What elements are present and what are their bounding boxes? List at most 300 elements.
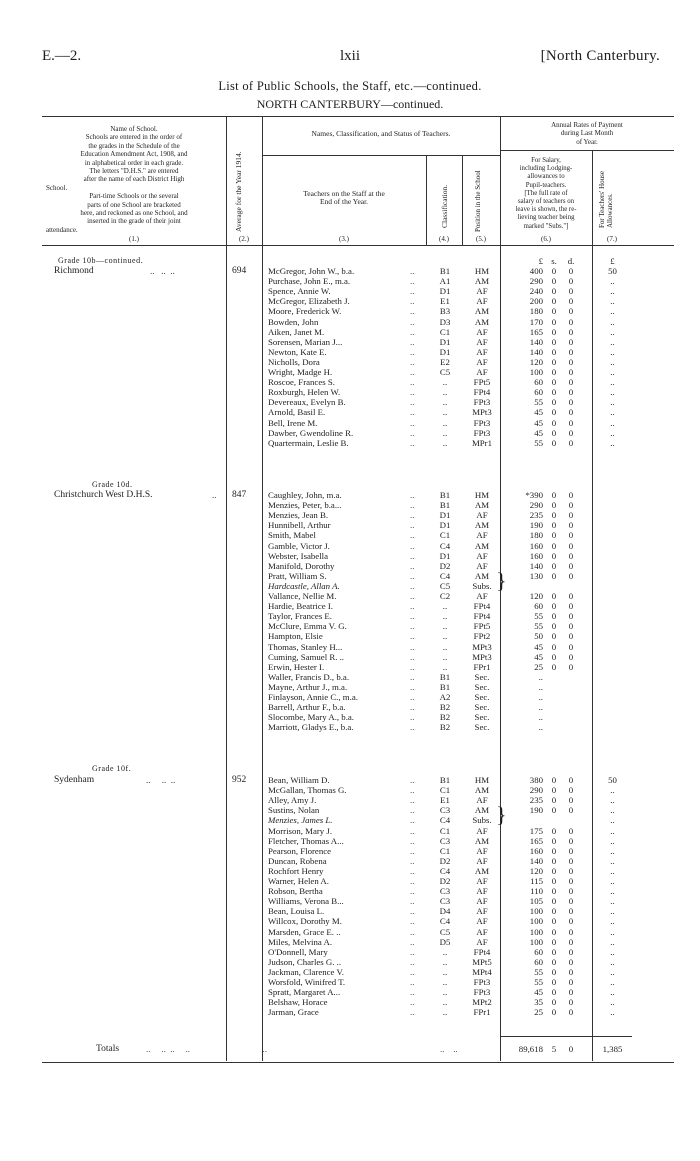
- leader-dots: ..: [410, 397, 415, 408]
- leader-dots: ..: [410, 510, 415, 521]
- position: AF: [476, 560, 488, 571]
- classification: B2: [439, 702, 451, 713]
- house-allowance: ..: [610, 785, 615, 796]
- salary-shillings: 0: [551, 795, 557, 806]
- classification: D5: [439, 936, 451, 947]
- teacher-name: Taylor, Frances E.: [268, 611, 333, 622]
- leader-dots: ..: [410, 966, 415, 977]
- leader-dots: ..: [410, 276, 415, 287]
- house-allowance: ..: [610, 387, 615, 398]
- salary-pounds: 140: [529, 346, 543, 357]
- leader-dots: ..: [410, 437, 415, 448]
- teacher-name: Vallance, Nellie M.: [268, 591, 337, 601]
- salary-pence: 0: [568, 916, 574, 927]
- salary-pence: 0: [568, 346, 574, 357]
- classification: B1: [439, 490, 451, 500]
- position: HM: [474, 490, 490, 500]
- leader-dots: ..: [410, 946, 415, 957]
- salary-shillings: 0: [551, 336, 557, 347]
- leader-dots: ..: [410, 815, 415, 826]
- salary-pence: 0: [568, 865, 574, 876]
- teacher-name: Menzies, James L.: [268, 815, 333, 826]
- salary-pence: 0: [568, 775, 574, 785]
- teacher-name: Pearson, Florence: [268, 845, 332, 856]
- teacher-name: Miles, Melvina A.: [268, 936, 333, 947]
- position: FPt4: [473, 601, 491, 612]
- pound-sign: £: [538, 256, 543, 266]
- salary-pence: 0: [568, 560, 574, 571]
- salary-pounds: 290: [529, 500, 543, 511]
- position: MPt3: [472, 651, 492, 662]
- classification: D1: [439, 346, 451, 357]
- salary-pounds: 100: [529, 936, 543, 947]
- col-number: (2.): [239, 235, 249, 243]
- leader-dots: ..: [410, 722, 415, 733]
- teacher-row: [0, 347, 700, 357]
- salary-shillings: 0: [551, 346, 557, 357]
- teacher-name: Bowden, John: [268, 316, 319, 327]
- teacher-row: [0, 642, 700, 652]
- salary-shillings: 0: [551, 550, 557, 561]
- salary-pounds: 140: [529, 855, 543, 866]
- totals-rule: [500, 1036, 632, 1037]
- salary-pence: 0: [568, 661, 574, 672]
- salary-shillings: 0: [551, 427, 557, 438]
- teacher-row: [0, 418, 700, 428]
- house-allowance: ..: [610, 306, 615, 317]
- salary-pence: 0: [568, 296, 574, 307]
- salary-pence: 0: [568, 631, 574, 642]
- bracket-mark: }: [496, 802, 507, 828]
- teacher-name: Slocombe, Mary A., b.a.: [268, 712, 355, 723]
- classification: E2: [440, 356, 450, 367]
- salary-pence: 0: [568, 356, 574, 367]
- leader-dots: ..: [410, 560, 415, 571]
- salary-shillings: 0: [551, 641, 557, 652]
- leader-dots: ..: [410, 712, 415, 723]
- col6-line: marked "Subs."]: [523, 222, 569, 230]
- position: AF: [476, 530, 488, 541]
- house-allowance: ..: [610, 987, 615, 998]
- salary-pounds: 45: [534, 987, 543, 998]
- salary-shillings: 0: [551, 387, 557, 398]
- salary-pounds: 180: [529, 530, 543, 541]
- teacher-name: Wright, Madge H.: [268, 367, 333, 377]
- position: Subs.: [472, 815, 492, 826]
- teacher-name: McGregor, Elizabeth J.: [268, 296, 350, 307]
- teacher-name: Bell, Irene M.: [268, 417, 318, 428]
- position: FPr1: [473, 661, 491, 672]
- salary-pounds: ..: [538, 712, 543, 723]
- school-name: Christchurch West D.H.S.: [54, 490, 153, 500]
- classification: C4: [439, 865, 451, 876]
- house-allowance: ..: [610, 946, 615, 957]
- teacher-row: [0, 520, 700, 530]
- salary-pence: 0: [568, 417, 574, 428]
- position: FPt3: [473, 417, 491, 428]
- classification: B1: [439, 500, 451, 511]
- salary-shillings: 0: [551, 916, 557, 927]
- teacher-row: [0, 785, 700, 795]
- classification: ..: [442, 611, 448, 622]
- leader-dots: ..: [410, 876, 415, 886]
- totals-allowances: 1,385: [602, 1044, 623, 1054]
- salary-pence: 0: [568, 570, 574, 581]
- salary-pounds: ..: [538, 671, 543, 682]
- teacher-row: [0, 692, 700, 702]
- teacher-row: [0, 876, 700, 886]
- salary-pence: 0: [568, 805, 574, 816]
- teacher-row: [0, 682, 700, 692]
- grade-label: Grade 10b—continued.: [58, 256, 144, 265]
- totals-pence: 0: [568, 1044, 574, 1054]
- teacher-name: Belshaw, Horace: [268, 997, 328, 1008]
- salary-pounds: 60: [534, 946, 543, 957]
- salary-pounds: 45: [534, 427, 543, 438]
- teacher-row: [0, 631, 700, 641]
- salary-shillings: 0: [551, 956, 557, 967]
- house-allowance: ..: [610, 286, 615, 297]
- teacher-name: Morrison, Mary J.: [268, 825, 333, 836]
- salary-pence: 0: [568, 987, 574, 998]
- teacher-name: Erwin, Hester I.: [268, 661, 325, 672]
- teacher-name: Nicholls, Dora: [268, 356, 320, 367]
- classification: D2: [439, 560, 451, 571]
- teacher-row: [0, 937, 700, 947]
- leader-dots: ..: [410, 906, 415, 917]
- salary-shillings: 0: [551, 1007, 557, 1018]
- salary-pence: 0: [568, 611, 574, 622]
- salary-pence: 0: [568, 500, 574, 511]
- position: MPt3: [472, 641, 492, 652]
- teacher-name: Moore, Frederick W.: [268, 306, 342, 317]
- page-subtitle: NORTH CANTERBURY—continued.: [256, 97, 444, 111]
- leader-dots: ..: [410, 775, 415, 785]
- salary-pounds: 165: [529, 326, 543, 337]
- leader-dots: ..: [410, 336, 415, 347]
- salary-pounds: 55: [534, 621, 543, 632]
- teacher-name: Finlayson, Annie C., m.a.: [268, 692, 358, 702]
- teacher-row: [0, 510, 700, 520]
- position: AM: [474, 500, 490, 511]
- classification: D3: [439, 316, 451, 327]
- leader-dots: ..: [410, 825, 415, 836]
- house-allowance: ..: [610, 956, 615, 967]
- position: AF: [476, 886, 488, 897]
- salary-pounds: 240: [529, 286, 543, 297]
- salary-pounds: 55: [534, 977, 543, 987]
- house-allowance: ..: [610, 437, 615, 448]
- teacher-row: [0, 530, 700, 540]
- house-allowance: ..: [610, 835, 615, 846]
- teacher-row: [0, 866, 700, 876]
- col1-line: School.: [46, 183, 68, 192]
- salary-pence: 0: [568, 876, 574, 886]
- leader-dots: ..: [410, 377, 415, 388]
- position: HM: [474, 775, 490, 785]
- position: FPt3: [473, 397, 491, 408]
- house-allowance: ..: [610, 367, 615, 377]
- teacher-row: [0, 561, 700, 571]
- classification: ..: [442, 397, 448, 408]
- classification: ..: [442, 621, 448, 632]
- col1-line: inserted in the grade of their joint: [87, 217, 181, 226]
- salary-shillings: 0: [551, 966, 557, 977]
- salary-shillings: 0: [551, 510, 557, 521]
- col3-line: Teachers on the Staff at the: [303, 189, 385, 198]
- salary-shillings: 0: [551, 437, 557, 448]
- salary-pence: 0: [568, 785, 574, 796]
- classification: C4: [439, 540, 451, 551]
- teacher-name: Mayne, Arthur J., m.a.: [268, 681, 348, 692]
- teacher-name: Willcox, Dorothy M.: [268, 916, 342, 927]
- teacher-name: Hardie, Beatrice I.: [268, 601, 333, 612]
- salary-pence: 0: [568, 946, 574, 957]
- page-ref-left: E.—2.: [42, 48, 82, 64]
- salary-shillings: 0: [551, 621, 557, 632]
- salary-pence: 0: [568, 266, 574, 276]
- leader-dots: ..: [410, 641, 415, 652]
- salary-shillings: 0: [551, 560, 557, 571]
- classification: C4: [439, 916, 451, 927]
- leader-dots: ..: [410, 997, 415, 1008]
- salary-pence: 0: [568, 641, 574, 652]
- leader-dots: ..: [410, 427, 415, 438]
- col3-top-header: Names, Classification, and Status of Teachers.: [311, 129, 451, 138]
- position: AF: [476, 855, 488, 866]
- salary-pounds: 165: [529, 835, 543, 846]
- teacher-row: [0, 916, 700, 926]
- leader-dots: ..: [410, 601, 415, 612]
- salary-pence: 0: [568, 520, 574, 531]
- salary-shillings: 0: [551, 377, 557, 388]
- salary-pence: 0: [568, 407, 574, 418]
- leader-dots: ..: [410, 266, 415, 276]
- salary-pounds: 55: [534, 437, 543, 448]
- classification: ..: [442, 956, 448, 967]
- col4-header: Classification.: [440, 184, 449, 228]
- position: HM: [474, 266, 490, 276]
- salary-pence: 0: [568, 997, 574, 1008]
- salary-pounds: 400: [529, 266, 543, 276]
- salary-pence: 0: [568, 795, 574, 806]
- teacher-row: [0, 712, 700, 722]
- leader-dots: ..: [410, 356, 415, 367]
- grade-label: Grade 10f.: [92, 764, 132, 773]
- salary-pounds: 190: [529, 520, 543, 531]
- salary-pounds: 100: [529, 916, 543, 927]
- salary-shillings: 0: [551, 835, 557, 846]
- teacher-row: [0, 500, 700, 510]
- col2-header: Average for the Year 1914.: [234, 151, 243, 232]
- position: FPt5: [473, 621, 491, 632]
- teacher-name: Cuming, Samuel R. ..: [268, 651, 344, 662]
- position: AF: [476, 916, 488, 927]
- leader-dots: ..: [410, 591, 415, 601]
- house-allowance: ..: [610, 356, 615, 367]
- teacher-name: Purchase, John E., m.a.: [268, 276, 351, 287]
- classification: D1: [439, 520, 451, 531]
- teacher-row: [0, 846, 700, 856]
- col-number: (1.): [129, 235, 139, 243]
- salary-pounds: 100: [529, 906, 543, 917]
- house-allowance: 50: [608, 775, 617, 785]
- classification: D2: [439, 855, 451, 866]
- teacher-name: Manifold, Dorothy: [268, 560, 335, 571]
- salary-pounds: 45: [534, 417, 543, 428]
- house-allowance: ..: [610, 346, 615, 357]
- position: FPt4: [473, 387, 491, 398]
- teacher-name: O'Donnell, Mary: [268, 946, 328, 957]
- leader-dots: ..: [410, 490, 415, 500]
- teacher-name: Worsfold, Winifred T.: [268, 977, 346, 987]
- teacher-name: Quartermain, Leslie B.: [268, 437, 349, 448]
- teacher-name: Menzies, Jean B.: [268, 510, 329, 521]
- teacher-row: [0, 906, 700, 916]
- col-number: (3.): [339, 235, 349, 243]
- salary-pence: 0: [568, 926, 574, 937]
- position: MPt4: [472, 966, 492, 977]
- teacher-row: [0, 428, 700, 438]
- leader-dots: ..: [410, 785, 415, 796]
- teacher-row: [0, 947, 700, 957]
- house-allowance: ..: [610, 926, 615, 937]
- leader-dots: ..: [410, 367, 415, 377]
- position: Subs.: [472, 580, 492, 591]
- leader-dots: ..: [410, 621, 415, 632]
- teacher-row: [0, 927, 700, 937]
- house-allowance: ..: [610, 377, 615, 388]
- leader-dots: ..: [410, 886, 415, 897]
- totals-shillings: 5: [551, 1044, 557, 1054]
- teacher-row: [0, 266, 700, 276]
- leader-dots: ..: [410, 346, 415, 357]
- position: FPt3: [473, 977, 491, 987]
- classification: C1: [439, 530, 451, 541]
- table-bottom-rule: [42, 1062, 674, 1063]
- leader-dots: ..: [410, 326, 415, 337]
- classification: C1: [439, 785, 451, 796]
- salary-shillings: 0: [551, 570, 557, 581]
- classification: ..: [442, 997, 448, 1008]
- classification: C2: [439, 591, 451, 601]
- teacher-row: [0, 997, 700, 1007]
- salary-shillings: 0: [551, 785, 557, 796]
- house-allowance: ..: [610, 805, 615, 816]
- teacher-row: [0, 327, 700, 337]
- classification: C4: [439, 570, 451, 581]
- salary-pence: 0: [568, 906, 574, 917]
- house-allowance: ..: [610, 336, 615, 347]
- house-allowance: ..: [610, 427, 615, 438]
- salary-shillings: 0: [551, 306, 557, 317]
- teacher-row: [0, 286, 700, 296]
- salary-shillings: 0: [551, 286, 557, 297]
- classification: B1: [439, 681, 451, 692]
- teacher-name: Duncan, Robena: [268, 855, 327, 866]
- leader-dots: ..: [410, 702, 415, 713]
- leader-dots: ..: [410, 316, 415, 327]
- salary-shillings: 0: [551, 855, 557, 866]
- school-average: 847: [232, 490, 247, 500]
- col1-line: Part-time Schools or the several: [89, 192, 179, 201]
- col1-header: [46, 125, 222, 234]
- col6-line: Pupil-teachers.: [525, 181, 567, 189]
- classification: B1: [439, 266, 451, 276]
- teacher-row: [0, 306, 700, 316]
- house-allowance: ..: [610, 896, 615, 907]
- salary-pence: 0: [568, 510, 574, 521]
- teacher-name: Waller, Francis D., b.a.: [268, 671, 350, 682]
- salary-pounds: 120: [529, 865, 543, 876]
- salary-pounds: 235: [529, 510, 543, 521]
- leader-dots: ..: [410, 407, 415, 418]
- salary-pounds: 45: [534, 651, 543, 662]
- classification: ..: [442, 661, 448, 672]
- teacher-row: [0, 662, 700, 672]
- salary-shillings: 0: [551, 407, 557, 418]
- salary-pence: 0: [568, 651, 574, 662]
- col6-line: lieving teacher being: [517, 214, 575, 222]
- leader-dots: ..: [410, 681, 415, 692]
- salary-pounds: 45: [534, 641, 543, 652]
- leader-dots: ..: [410, 286, 415, 297]
- col6-top-line: Annual Rates of Payment: [551, 121, 623, 129]
- salary-pence: 0: [568, 601, 574, 612]
- teacher-name: Williams, Verona B...: [268, 896, 344, 907]
- classification: ..: [442, 1007, 448, 1018]
- teacher-name: Sustins, Nolan: [268, 805, 320, 816]
- teacher-row: [0, 856, 700, 866]
- teacher-row: [0, 722, 700, 732]
- salary-pence: 0: [568, 336, 574, 347]
- salary-shillings: 0: [551, 896, 557, 907]
- teacher-name: McGallan, Thomas G.: [268, 785, 347, 796]
- salary-shillings: 0: [551, 326, 557, 337]
- salary-pence: 0: [568, 825, 574, 836]
- leader-dots: .. .. ..: [146, 775, 176, 785]
- col1-line: after the name of each District High: [83, 175, 185, 184]
- house-allowance: ..: [610, 886, 615, 897]
- salary-pence: 0: [568, 855, 574, 866]
- salary-pounds: 170: [529, 316, 543, 327]
- salary-shillings: 0: [551, 296, 557, 307]
- teacher-name: Menzies, Peter, b.a...: [268, 500, 342, 511]
- salary-pounds: 100: [529, 367, 543, 377]
- position: AF: [476, 286, 488, 297]
- salary-pence: 0: [568, 377, 574, 388]
- col3-header: [264, 190, 424, 207]
- teacher-row: [0, 490, 700, 500]
- salary-shillings: 0: [551, 661, 557, 672]
- salary-pounds: 105: [529, 896, 543, 907]
- leader-dots: ..: [410, 987, 415, 998]
- teacher-name: Marriott, Gladys E., b.a.: [268, 722, 354, 733]
- classification: ..: [442, 601, 448, 612]
- teacher-row: [0, 672, 700, 682]
- col6-header: [502, 157, 590, 231]
- classification: ..: [442, 377, 448, 388]
- teacher-name: Roxburgh, Helen W.: [268, 387, 341, 398]
- position: AF: [476, 795, 488, 806]
- col-number: (5.): [476, 235, 486, 243]
- house-allowance: ..: [610, 815, 615, 826]
- classification: C1: [439, 845, 451, 856]
- teacher-row: [0, 276, 700, 286]
- col1-line: parts of one School are bracketed: [87, 200, 181, 209]
- classification: A2: [439, 692, 451, 702]
- position: FPt4: [473, 946, 491, 957]
